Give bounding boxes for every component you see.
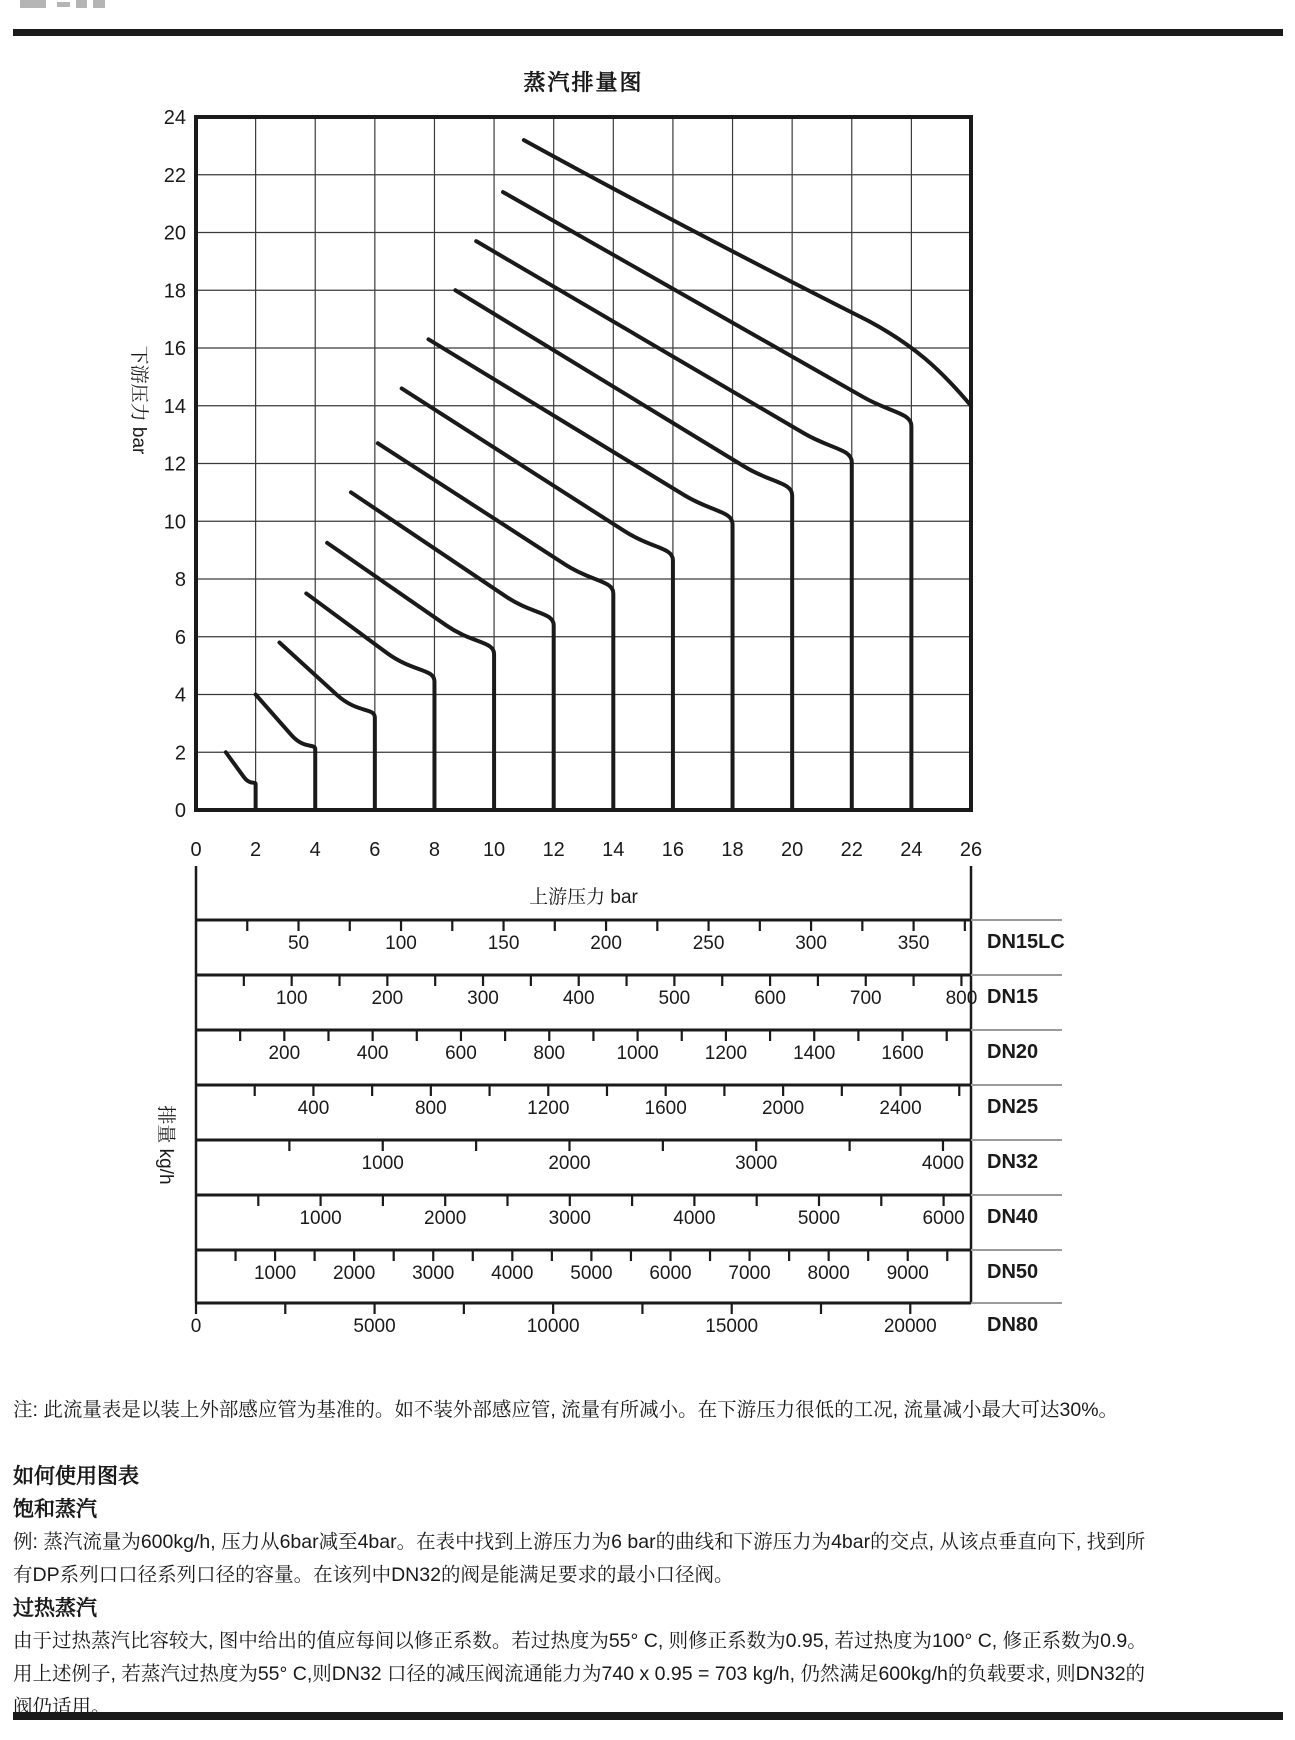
flow-scale-value: 800	[414, 1098, 447, 1119]
capacity-curve	[455, 290, 792, 810]
flow-scale-value: 4000	[491, 1263, 534, 1284]
svg-text:12: 12	[542, 839, 565, 861]
capacity-curve	[402, 388, 673, 810]
flow-scale-row	[196, 1085, 1062, 1119]
dn-size-label: DN50	[987, 1261, 1039, 1283]
svg-text:0: 0	[190, 839, 202, 861]
flow-scale-value: 1600	[644, 1098, 687, 1119]
svg-text:2: 2	[174, 742, 186, 765]
svg-text:0: 0	[174, 800, 186, 822]
svg-text:16: 16	[163, 338, 186, 360]
flow-scale-value: 700	[849, 988, 882, 1009]
flow-scale-value: 1400	[793, 1043, 836, 1064]
page-corner-artifact	[20, 0, 105, 8]
paragraph-saturated-steam: 例: 蒸汽流量为600kg/h, 压力从6bar减至4bar。在表中找到上游压力为6 bar的曲线和下游压力为4bar的交点, 从该点垂直向下, 找到所有DP系列口口径系列口径的容量。在该列中DN32的阀是能满足要求的最小口径阀。	[13, 1531, 1146, 1586]
flow-scale-value: 15000	[705, 1316, 759, 1337]
chart-title: 蒸汽排量图	[523, 70, 644, 95]
flow-scale-value: 400	[562, 988, 595, 1009]
svg-text:24: 24	[900, 839, 923, 861]
flow-scale-value: 0	[190, 1316, 202, 1337]
svg-text:12: 12	[163, 453, 186, 476]
flow-scale-value: 5000	[797, 1208, 841, 1229]
flow-scale-row	[196, 920, 1065, 954]
flow-scale-value: 3000	[548, 1208, 591, 1229]
capacity-curve	[226, 752, 256, 810]
flow-scale-value: 6000	[649, 1263, 692, 1284]
heading-how-to-use: 如何使用图表	[13, 1465, 139, 1488]
heading-saturated-steam: 饱和蒸汽	[13, 1498, 97, 1521]
flow-scale-value: 100	[275, 988, 308, 1009]
svg-text:22: 22	[163, 164, 186, 187]
flow-scale-value: 1000	[299, 1208, 342, 1229]
flow-scale-value: 1000	[253, 1263, 297, 1284]
flow-scale-row	[196, 1030, 1062, 1064]
svg-text:18: 18	[163, 280, 186, 303]
dn-size-label: DN15LC	[987, 931, 1065, 953]
flow-scale-value: 2400	[879, 1098, 922, 1119]
svg-text:8: 8	[174, 569, 186, 591]
flow-scale-value: 600	[445, 1043, 477, 1064]
flow-scale-value: 5000	[570, 1263, 613, 1284]
svg-text:6: 6	[174, 626, 186, 649]
flow-scale-value: 800	[533, 1043, 566, 1064]
flow-scale-row	[196, 1195, 1062, 1229]
svg-text:4: 4	[309, 839, 321, 861]
flow-scale-value: 800	[945, 988, 978, 1009]
flow-scale-value: 200	[590, 933, 622, 954]
flow-scale-value: 5000	[353, 1316, 396, 1337]
flow-scale-value: 200	[371, 988, 404, 1009]
flow-scale-value: 2000	[548, 1153, 591, 1174]
flow-scale-value: 200	[268, 1043, 301, 1064]
x-axis-title: 上游压力 bar	[529, 887, 638, 908]
svg-text:14: 14	[163, 395, 186, 418]
svg-text:10: 10	[163, 511, 186, 534]
dn-size-label: DN32	[987, 1151, 1039, 1173]
capacity-curves	[226, 140, 971, 810]
svg-text:24: 24	[163, 107, 186, 129]
flow-axis-title: 排量 kg/h	[155, 1105, 176, 1185]
svg-text:10: 10	[482, 839, 506, 861]
dn-size-label: DN40	[987, 1206, 1039, 1228]
flow-scale-value: 350	[897, 933, 930, 954]
svg-text:20: 20	[163, 222, 186, 245]
svg-text:22: 22	[840, 839, 863, 861]
flow-scale-value: 2000	[333, 1263, 376, 1284]
flow-scale-value: 250	[692, 933, 725, 954]
flow-scale-value: 100	[385, 933, 417, 954]
capacity-curve	[327, 543, 494, 810]
flow-scale-row	[191, 1303, 1062, 1337]
flow-scale-value: 20000	[883, 1316, 937, 1337]
heading-superheated-steam: 过热蒸汽	[13, 1597, 97, 1620]
dn-size-label: DN80	[987, 1314, 1039, 1336]
flow-scale-value: 1200	[527, 1098, 570, 1119]
flow-scale-value: 1600	[881, 1043, 924, 1064]
dn-size-label: DN20	[987, 1041, 1039, 1063]
flow-scale-value: 150	[487, 933, 520, 954]
svg-text:4: 4	[174, 684, 186, 707]
top-rule	[13, 29, 1283, 36]
flow-scale-value: 4000	[921, 1153, 965, 1174]
flow-scale-value: 9000	[886, 1263, 929, 1284]
flow-scale-value: 4000	[673, 1208, 716, 1229]
flow-scale-value: 400	[356, 1043, 389, 1064]
flow-scale-row	[196, 1140, 1062, 1174]
flow-scale-value: 300	[467, 988, 499, 1009]
flow-scale-value: 10000	[526, 1316, 580, 1337]
flow-scale-value: 600	[754, 988, 786, 1009]
svg-text:16: 16	[661, 839, 685, 861]
svg-text:14: 14	[602, 839, 625, 861]
grid	[196, 117, 971, 810]
svg-text:2: 2	[250, 839, 262, 861]
x-axis-tick-labels	[190, 839, 982, 861]
flow-scale-value: 2000	[761, 1098, 805, 1119]
flow-scale-row	[196, 1250, 1062, 1284]
flow-scale-value: 400	[297, 1098, 330, 1119]
flow-scale-value: 1000	[361, 1153, 404, 1174]
flow-scale-value: 2000	[424, 1208, 467, 1229]
capacity-curve	[306, 593, 434, 810]
paragraph-superheated-steam: 由于过热蒸汽比容较大, 图中给出的值应每间以修正系数。若过热度为55° C, 则修正系数为0.95, 若过热度为100° C, 修正系数为0.9。用上述例子, 若蒸汽过热度为55° C,则DN32 口径的减压阀流通能力为740 x 0.95 = 703 kg/h, 仍然满足600kg/h的负载要求, 则DN32的阀仍适用。	[13, 1630, 1147, 1718]
dn-size-label: DN25	[987, 1096, 1039, 1118]
flow-scale-row	[196, 975, 1062, 1009]
svg-text:26: 26	[959, 839, 983, 861]
footnote-flow-basis: 注: 此流量表是以装上外部感应管为基准的。如不装外部感应管, 流量有所减小。在下游压力很低的工况, 流量减小最大可达30%。	[13, 1399, 1119, 1421]
svg-text:20: 20	[781, 839, 804, 861]
flow-scale-value: 500	[658, 988, 691, 1009]
flow-scale-value: 7000	[728, 1263, 771, 1284]
svg-text:6: 6	[369, 839, 381, 861]
flow-scale-value: 6000	[922, 1208, 965, 1229]
flow-scale-value: 1000	[616, 1043, 659, 1064]
flow-scale-value: 3000	[735, 1153, 778, 1174]
dn-size-label: DN15	[987, 986, 1039, 1008]
svg-text:8: 8	[428, 839, 441, 861]
capacity-curve	[524, 140, 971, 406]
y-axis-tick-labels	[164, 107, 186, 822]
flow-scale-value: 300	[795, 933, 827, 954]
capacity-curve	[279, 643, 374, 810]
flow-scale-table	[191, 866, 1065, 1337]
capacity-curve	[476, 241, 852, 810]
flow-scale-value: 1200	[704, 1043, 748, 1064]
y-axis-title: 下游压力 bar	[128, 345, 149, 455]
flow-scale-value: 3000	[412, 1263, 455, 1284]
flow-scale-value: 50	[287, 933, 310, 954]
svg-text:18: 18	[721, 839, 744, 861]
flow-scale-value: 8000	[807, 1263, 850, 1284]
